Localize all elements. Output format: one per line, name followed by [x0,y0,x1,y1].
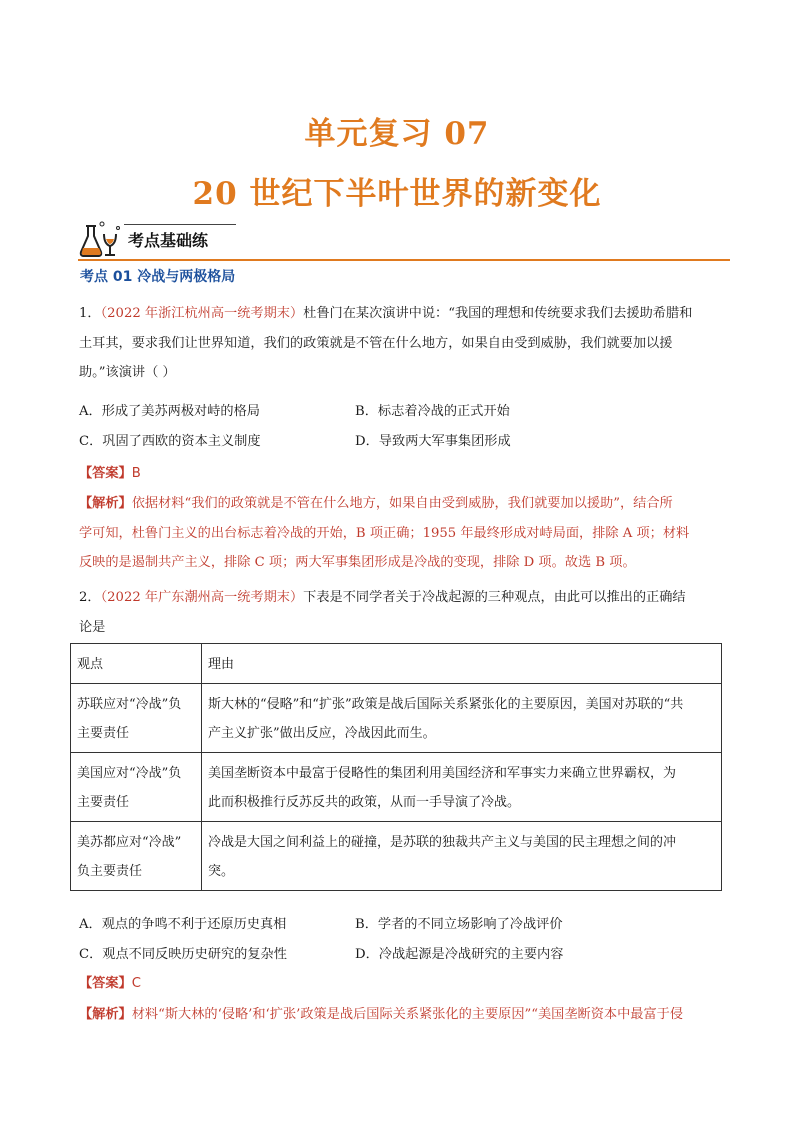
viewpoint-table [70,643,722,891]
q2-option-a: A．观点的争鸣不利于还原历史真相 [79,917,287,932]
q1-option-c: C．巩固了西欧的资本主义制度 [79,434,261,449]
q2-option-d: D．冷战起源是冷战研究的主要内容 [355,947,564,962]
q1-number: 1． [79,306,101,321]
q1-source: （2022 年浙江杭州高一统考期末） [100,306,304,321]
table-header-row [71,644,722,684]
q2-analysis-label: 【解析】 [79,1007,132,1022]
q1-analysis-label: 【解析】 [79,496,132,511]
section-divider [78,259,730,261]
q2-answer: 【答案】C [79,976,141,991]
table-header-view: 观点 [71,644,202,684]
table-header-reason: 理由 [202,644,722,684]
q1-analysis: 【解析】依据材料“我们的政策就是不管在什么地方，如果自由受到威胁，我们就要加以援助”，结合所 学可知，杜鲁门主义的出台标志着冷战的开始，B 项正确；1955 年最终形成对峙局面，排除 A 项；材料 反映的是遏制共产主义，排除 C 项；两大军事集团形成是冷战的变现，排除 D 项。故选 B 项。 [79,496,690,570]
q1-stem: 1．（2022 年浙江杭州高一统考期末）杜鲁门在某次演讲中说：“我国的理想和传统要求我们去援助希腊和 土耳其，要求我们让世界知道，我们的政策就是不管在什么地方，如果自由受到威胁，我们就要加以援 助。”该演讲（ ） [79,306,693,380]
section-title: 考点基础练 [128,231,209,250]
flask-icon [78,220,124,260]
q1-answer: 【答案】B [79,466,141,481]
q2-number: 2． [79,590,101,605]
q2-option-b: B．学者的不同立场影响了冷战评价 [355,917,563,932]
unit-title: 单元复习 07 [304,116,490,152]
q1-option-a: A．形成了美苏两极对峙的格局 [79,404,260,419]
table-row: 美国应对“冷战”负 主要责任 美国垄断资本中最富于侵略性的集团利用美国经济和军事实力来确立世界霸权，为 此而积极推行反苏反共的政策，从而一手导演了冷战。 [71,753,722,822]
keypoint-heading: 考点 01 冷战与两极格局 [80,269,236,285]
q2-analysis: 【解析】材料“斯大林的‘侵略’和‘扩张’政策是战后国际关系紧张化的主要原因”“美国垄断资本中最富于侵 [79,1007,684,1022]
q2-stem: 2．（2022 年广东潮州高一统考期末）下表是不同学者关于冷战起源的三种观点，由此可以推出的正确结 论是 [79,590,686,635]
table-row: 美苏都应对“冷战” 负主要责任 冷战是大国之间利益上的碰撞，是苏联的独裁共产主义与美国的民主理想之间的冲 突。 [71,822,722,891]
q2-source: （2022 年广东潮州高一统考期末） [100,590,304,605]
q1-option-b: B．标志着冷战的正式开始 [355,404,510,419]
q2-option-c: C．观点不同反映历史研究的复杂性 [79,947,287,962]
q1-option-d: D．导致两大军事集团形成 [355,434,511,449]
table-row: 苏联应对“冷战”负 主要责任 斯大林的“侵略”和“扩张”政策是战后国际关系紧张化的主要原因，美国对苏联的“共 产主义扩张”做出反应，冷战因此而生。 [71,684,722,753]
unit-subtitle: 20 世纪下半叶世界的新变化 [192,176,602,212]
section-top-rule [124,224,236,225]
